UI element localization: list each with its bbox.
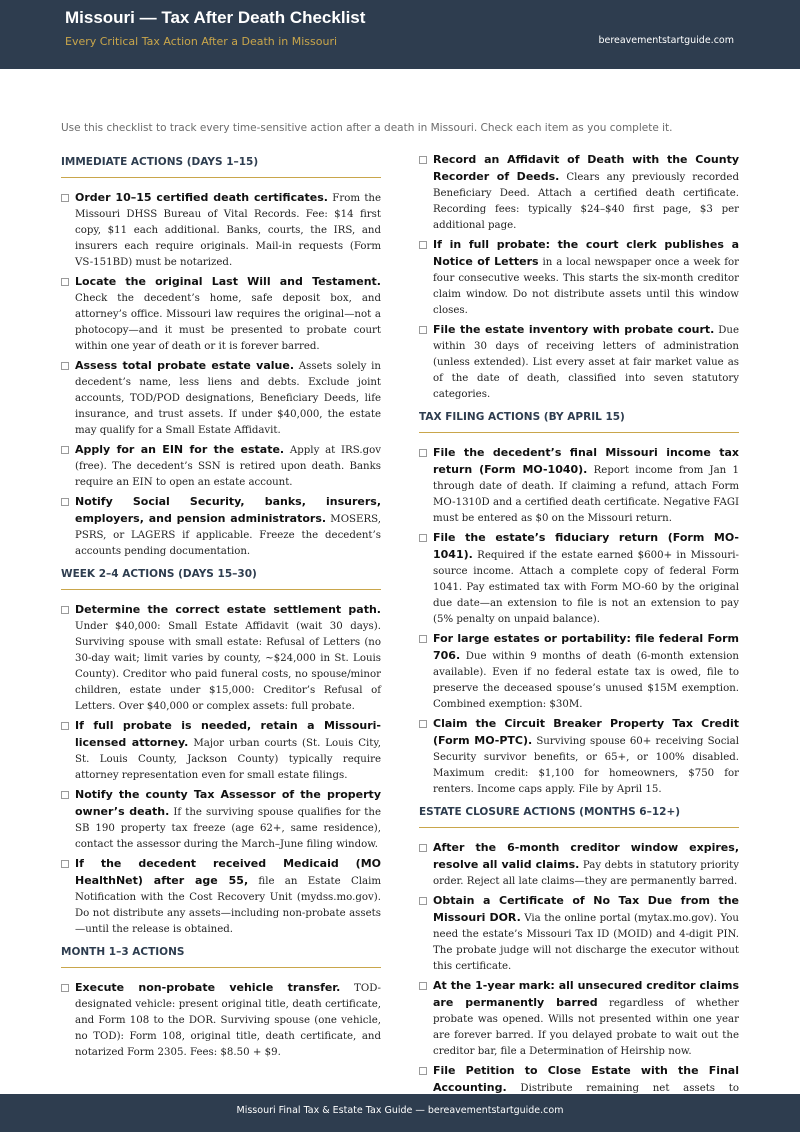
section-heading: WEEK 2–4 ACTIONS (DAYS 15–30) [61,568,381,590]
item-description: file an Estate Claim Notification with the Cost Recovery Unit (mydss.mo.gov). Do not distribute any assets—including non-probate assets—until the release is obtained. [75,876,381,935]
section-heading: ESTATE CLOSURE ACTIONS (MONTHS 6–12+) [419,806,739,828]
item-title: Obtain a Certificate of No Tax Due from the Missouri DOR. [433,894,739,924]
item-title: File the decedent’s final Missouri income tax return (Form MO-1040). [433,446,739,476]
checklist-item [419,152,739,234]
item-description: Check the decedent’s home, safe deposit box, and attorney’s office. Missouri law requires the original—not a photocopy—and it must be presented to probate court within one year of death or it is forever barred. [75,293,381,352]
checkbox[interactable] [61,498,69,506]
item-title: If the decedent received Medicaid (MO HealthNet) after age 55, [75,857,381,887]
item-description: Required if the estate earned $600+ in Missouri-source income. Attach a complete copy of federal Form 1041. Pay estimated tax with Form MO-60 by the original due date—an extension to file is not an extension to pay (5% penalty on unpaid balance). [433,550,739,625]
item-description: regardless of whether probate was opened. Wills not presented within one year are forever barred. If you delayed probate to wait out the creditor bar, file a Determination of Heirship now. [433,998,740,1057]
intro-text: Use this checklist to track every time-sensitive action after a death in Missouri. Check each item as you complete it. [61,122,673,134]
checkbox[interactable] [419,241,427,249]
checklist-item [419,893,739,975]
page-footer: Missouri Final Tax & Estate Tax Guide — bereavementstartguide.com [0,1094,800,1132]
checklist-item [419,978,739,1060]
checkbox[interactable] [419,156,427,164]
item-description: Via the online portal (mytax.mo.gov). You need the estate’s Missouri Tax ID (MOID) and 4-digit PIN. The probate judge will not discharge the executor without this certificate. [433,913,739,972]
checkbox[interactable] [61,860,69,868]
item-description: TOD-designated vehicle: present original title, death certificate, and Form 108 to the DOR. Surviving spouse (one vehicle, no TOD): Form 108, original title, death certificate, and notarized Form 2305. Fees: $8.50 + $9. [75,983,381,1058]
checkbox[interactable] [61,446,69,454]
item-title: File the estate inventory with probate court. [433,323,715,336]
checklist-item [61,190,381,271]
checkbox[interactable] [419,326,427,334]
item-title: Notify the county Tax Assessor of the property owner’s death. [75,788,381,818]
checklist-item [419,716,739,798]
checklist-item [61,602,381,715]
checkbox[interactable] [61,722,69,730]
checkbox[interactable] [61,362,69,370]
checklist-item [419,530,739,628]
item-title: Claim the Circuit Breaker Property Tax Credit (Form MO-PTC). [433,717,739,747]
checkbox[interactable] [419,897,427,905]
item-description: If the surviving spouse qualifies for the SB 190 property tax freeze (age 62+, same residence), contact the assessor during the March–June filing window. [75,807,381,850]
checkbox[interactable] [419,1067,427,1075]
checklist-item [419,322,739,403]
checklist-item [61,980,381,1061]
item-description: Surviving spouse 60+ receiving Social Security survivor benefits, or 65+, or 100% disabled. Maximum credit: $1,100 for homeowners, $750 for renters. Income caps apply. File by April 15. [433,736,739,795]
item-description: Distribute remaining net assets to [520,1083,739,1094]
item-title: For large estates or portability: file federal Form 706. [433,632,739,662]
page-subtitle: Every Critical Tax Action After a Death in Missouri [65,35,338,48]
checklist-section [61,568,381,938]
checklist-section [419,806,739,1113]
right-column [419,152,739,1116]
checkbox[interactable] [61,278,69,286]
checklist-item [61,442,381,491]
checklist-item [419,840,739,890]
item-title: At the 1-year mark: all unsecured creditor claims are permanently barred [433,979,739,1009]
checklist-item [419,237,739,319]
section-heading: IMMEDIATE ACTIONS (DAYS 1–15) [61,156,381,178]
item-description: in a local newspaper once a week for four consecutive weeks. This starts the six-month creditor claim window. Do not distribute assets until this window closes. [433,257,739,316]
item-title: File the estate’s fiduciary return (Form MO-1041). [433,531,739,561]
checkbox[interactable] [61,606,69,614]
checklist-item [61,856,381,938]
item-description: Report income from Jan 1 through date of death. If claiming a refund, attach Form MO-1310D and a certified death certificate. Negative FAGI must be entered as $0 on the Missouri return. [433,465,739,524]
item-title: Record an Affidavit of Death with the County Recorder of Deeds. [433,153,739,183]
section-heading: TAX FILING ACTIONS (BY APRIL 15) [419,411,739,433]
checkbox[interactable] [419,982,427,990]
checkbox[interactable] [61,791,69,799]
checkbox[interactable] [61,984,69,992]
checkbox[interactable] [419,844,427,852]
checkbox[interactable] [419,720,427,728]
checklist-item [61,494,381,560]
item-description: MOSERS, PSRS, or LAGERS if applicable. Freeze the decedent’s accounts pending documentation. [75,514,381,557]
item-title: Execute non-probate vehicle transfer. [75,981,341,994]
checklist-item [61,358,381,439]
checkbox[interactable] [419,635,427,643]
item-description: Due within 9 months of death (6-month extension available). Even if no federal estate tax is owed, file to preserve the deceased spouse’s unused $15M exemption. Combined exemption: $30M. [433,651,739,710]
checklist-section [61,156,381,560]
item-description: From the Missouri DHSS Bureau of Vital Records. Fee: $14 first copy, $11 each additional. Banks, courts, the IRS, and insurers each require originals. Mail-in requests (Form VS-151BD) must be notarized. [75,193,381,268]
item-description: Major urban courts (St. Louis City, St. Louis County, Jackson County) typically require attorney representation even for small estate filings. [75,738,381,781]
checklist-section [419,152,739,403]
item-title: Apply for an EIN for the estate. [75,443,285,456]
checkbox[interactable] [419,534,427,542]
item-title: Notify Social Security, banks, insurers, employers, and pension administrators. [75,495,381,525]
checkbox[interactable] [61,194,69,202]
item-description: Under $40,000: Small Estate Affidavit (wait 30 days). Surviving spouse with small estate: Refusal of Letters (no 30-day wait; limit varies by county, ~$24,000 in St. Louis County). Creditor who paid funeral costs, no spouse/minor children, estate under $15,000: Creditor’s Refusal of Letters. Over $40,000 or complex assets: full probate. [75,621,381,712]
left-column [61,152,381,1064]
page-header [0,0,800,69]
checkbox[interactable] [419,449,427,457]
page-title: Missouri — Tax After Death Checklist [65,8,366,27]
item-description: Clears any previously recorded Beneficiary Deed. Attach a certified death certificate. Recording fees: typically $24–$40 first page, $3 per additional page. [433,172,739,231]
section-heading: MONTH 1–3 ACTIONS [61,946,381,968]
item-title: After the 6-month creditor window expires, resolve all valid claims. [433,841,739,871]
checklist-item [61,787,381,853]
item-title: Order 10–15 certified death certificates. [75,191,328,204]
item-title: Locate the original Last Will and Testament. [75,275,381,288]
item-description: Apply at IRS.gov (free). The decedent’s SSN is retired upon death. Banks require an EIN to open an estate account. [75,445,381,488]
checklist-section [419,411,739,798]
item-title: If full probate is needed, retain a Missouri-licensed attorney. [75,719,381,749]
checklist-item [61,274,381,355]
item-title: Assess total probate estate value. [75,359,295,372]
checklist-item [61,718,381,784]
item-description: Due within 30 days of receiving letters of administration (unless extended). List every asset at fair market value as of the date of death, classified into seven statutory categories. [433,325,739,400]
checklist-section [61,946,381,1061]
item-title: Determine the correct estate settlement path. [75,603,381,616]
checklist-item [419,631,739,713]
item-title: If in full probate: the court clerk publishes a Notice of Letters [433,238,739,268]
item-title: File Petition to Close Estate with the Final Accounting. [433,1064,739,1094]
checklist-item [419,445,739,527]
site-url: bereavementstartguide.com [598,35,734,46]
item-description: Assets solely in decedent’s name, less liens and debts. Exclude joint accounts, TOD/POD designations, Beneficiary Deeds, life insurance, and trust assets. If under $40,000, the estate may qualify for a Small Estate Affidavit. [75,361,381,436]
item-description: Pay debts in statutory priority order. Reject all late claims—they are permanently barred. [433,860,739,887]
